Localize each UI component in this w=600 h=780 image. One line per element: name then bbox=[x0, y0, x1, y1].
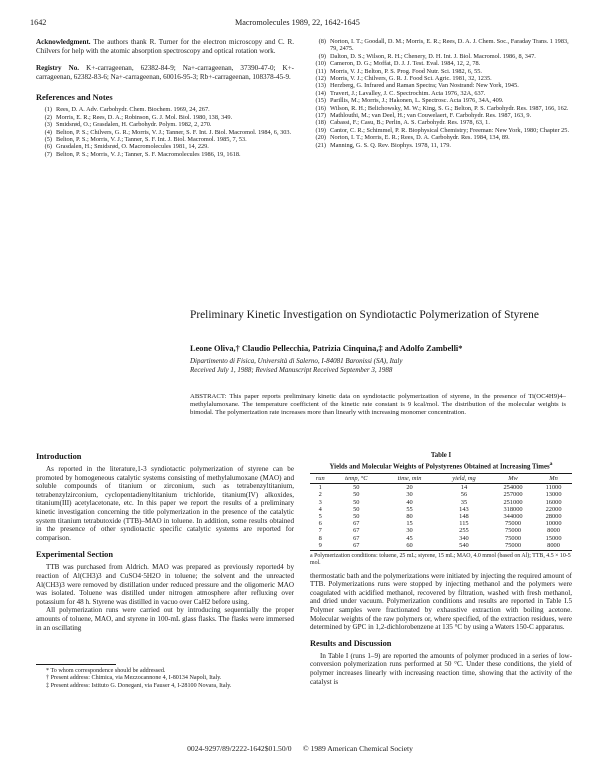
reference-item bbox=[310, 82, 572, 89]
table-cell: 148 bbox=[459, 513, 469, 521]
main-right-column bbox=[310, 452, 572, 686]
table-cell: 16000 bbox=[545, 498, 562, 506]
table-cell: 60 bbox=[382, 542, 437, 551]
table-cell: 8000 bbox=[547, 527, 560, 535]
journal-name: Macromolecules bbox=[235, 18, 290, 27]
reference-item bbox=[310, 53, 572, 60]
reference-text: Norton, I. T.; Morris, E. R.; Rees, D. A. Carbohydr. Res. 1984, 134, 89. bbox=[330, 134, 510, 142]
affiliation-block bbox=[190, 357, 570, 374]
reference-item bbox=[36, 143, 294, 150]
table-cell: 56 bbox=[460, 491, 468, 499]
table-cell: 15000 bbox=[545, 534, 562, 542]
reference-item bbox=[36, 136, 294, 143]
reference-text: Norton, I. T.; Goodall, D. M.; Morris, E. R.; Rees, D. A. J. Chem. Soc., Faraday Trans. 1 1983, 79, 2475. bbox=[330, 38, 569, 53]
table-cell: 75000 bbox=[505, 534, 522, 542]
acknowledgment-head: Acknowledgment. bbox=[36, 38, 91, 46]
reference-item bbox=[310, 75, 572, 82]
table-cell: 80 bbox=[406, 513, 413, 521]
table-cell: 50 bbox=[353, 491, 360, 499]
table-cell: 540 bbox=[437, 542, 491, 551]
table-cell: 1 bbox=[318, 484, 322, 492]
footnote-correspondence: * To whom correspondence should be addressed. bbox=[46, 668, 166, 674]
table-cell: 8 bbox=[318, 534, 322, 542]
table-row bbox=[310, 513, 572, 520]
table-cell: 67 bbox=[330, 542, 382, 551]
table-row bbox=[310, 535, 572, 542]
experimental-paragraph-1: TTB was purchased from Aldrich. MAO was prepared as previously reported4 by reaction of Al(CH3)3 and CuSO4·5H2O in toluene; the solvent and the unreacted Al(CH3)3 were removed by distillation under reduced pressure and the oligomeric MAO was isolated. Toluene was distilled under nitrogen atmosphere after refluxing over potassium for 48 h. Styrene was distilled in vacuo over CaH2 before using. bbox=[36, 563, 294, 606]
table-cell: 115 bbox=[459, 520, 469, 528]
received-dates: Received July 1, 1988; Revised Manuscript Received September 3, 1988 bbox=[190, 365, 393, 374]
reference-list-right bbox=[310, 38, 572, 149]
main-left-column bbox=[36, 452, 294, 632]
reference-text: Belton, P. S.; Chilvers, G. R.; Morris, V. J.; Tanner, S. F. Int. J. Biol. Macromol. 1984, 6, 303. bbox=[56, 128, 292, 136]
footnote-present-address-1: † Present address: Chimica, via Mezzocannone 4, I-80134 Napoli, Italy. bbox=[46, 675, 222, 682]
reference-item bbox=[310, 68, 572, 75]
table-cell: 254000 bbox=[503, 484, 523, 492]
table-cell: 50 bbox=[353, 513, 360, 521]
reference-item bbox=[36, 114, 294, 121]
table-cell: 15 bbox=[406, 520, 413, 528]
table-header-cell: run bbox=[310, 474, 330, 484]
table-cell: 75000 bbox=[491, 542, 535, 551]
table-cell: 50 bbox=[353, 505, 360, 513]
table-cell: 75000 bbox=[505, 527, 522, 535]
table-body bbox=[310, 484, 572, 551]
reference-number: (3) bbox=[44, 121, 52, 129]
table-header-cell: Mw bbox=[491, 474, 535, 484]
table-cell: 30 bbox=[406, 491, 413, 499]
experimental-paragraph-2: All polymerization runs were carried out by introducing sequentially the proper amounts of toluene, MAO, and styrene in 100-mL glass flasks. The flasks were immersed in an oscillating bbox=[36, 606, 294, 632]
reference-text: Cameron, D. G.; Moffat, D. J. J. Test. Eval. 1984, 12, 2, 78. bbox=[330, 60, 481, 68]
issn-code: 0024-9297/89/2222-1642$01.50/0 bbox=[187, 744, 292, 753]
introduction-text: As reported in the literature,1-3 syndiotactic polymerization of styrene can be promoted by homogeneous catalytic systems consisting of methylalumoxane (MAO) and soluble compounds of titanium or zirconium, such as tetrabenzyltitanium, tetrabenzylzirconium, cyclopentadienyltitanium trichloride, titanium(IV) alkoxides, titanium(III) acetylacetonate, etc. In this paper we report the results of a preliminary kinetic investigation concerning the title polymerization in the presence of the catalytic system titanium tetrabutoxide (TTB)–MAO in toluene. In addition, some results obtained in the presence of other syndiotactic specific catalytic systems are reported for comparison. bbox=[36, 465, 294, 542]
table-caption-text: Yields and Molecular Weights of Polystyrenes Obtained at Increasing Times bbox=[329, 463, 550, 471]
reference-list-left bbox=[36, 106, 294, 158]
running-header bbox=[30, 18, 570, 28]
reference-item bbox=[310, 127, 572, 134]
reference-item bbox=[310, 112, 572, 119]
reference-number: (4) bbox=[44, 128, 52, 136]
previous-article-end-right bbox=[310, 38, 572, 149]
table-caption bbox=[310, 460, 572, 471]
reference-item bbox=[36, 151, 294, 158]
table-cell: 344000 bbox=[503, 513, 523, 521]
table-row bbox=[310, 491, 572, 498]
reference-text: Mathlouthi, M.; van Deel, H.; van Couwelaert, F. Carbohydr. Res. 1987, 163, 9. bbox=[330, 112, 532, 120]
footnote-present-address-2: ‡ Present address: Istituto G. Donegani, via Fauser 4, I-28100 Novara, Italy. bbox=[46, 682, 232, 689]
table-cell: 35 bbox=[460, 498, 468, 506]
table-footnote: a Polymerization conditions: toluene, 25 mL; styrene, 15 mL; MAO, 4.0 mmol (based on Al); TTB, 4.5 × 10-5 mol. bbox=[310, 553, 571, 566]
affiliation: Dipartimento di Fisica, Università di Salerno, I-84081 Baronissi (SA), Italy bbox=[190, 357, 403, 365]
page-number: 1642 bbox=[30, 18, 47, 27]
table-cell: 55 bbox=[406, 505, 413, 513]
table-row bbox=[310, 527, 572, 534]
registry-text: K+-carrageenan, 62382-84-9; Na+-carrageenan, 37390-47-0; K+-carrageenan, 62382-83-6; Na+-carrageenan, 60016-95-3; Rb+-carrageenan, 108378-45-9. bbox=[36, 64, 294, 81]
table-label: Table I bbox=[430, 452, 452, 459]
reference-item bbox=[310, 60, 572, 67]
experimental-continued: thermostatic bath and the polymerizations were initiated by injecting the required amount of TTB. Polymerizations runs were stopped by injecting methanol and the polymers were coagulated with acidified methanol, recovered by filtration, washed with fresh methanol, and dried under vacuum. Polymerization conditions and results are reported in Table I.5 Polymer samples were fractionated by exhaustive extraction with boiling acetone. Molecular weights of the raw polymers or, where specified, of the extraction residues, were determined by GPC in 1,2-dichlorobenzene at 135 °C by using a Waters 150-C apparatus. bbox=[310, 571, 572, 632]
reference-item bbox=[310, 105, 572, 112]
table-cell: 67 bbox=[353, 527, 360, 535]
footnotes bbox=[36, 668, 294, 690]
table-row bbox=[310, 484, 572, 492]
abstract bbox=[190, 393, 566, 417]
table-cell: 255 bbox=[459, 527, 469, 535]
table-cell: 45 bbox=[406, 534, 413, 542]
reference-item bbox=[310, 134, 572, 141]
reference-item bbox=[310, 97, 572, 104]
copyright: © 1989 American Chemical Society bbox=[302, 744, 413, 753]
registry-numbers bbox=[36, 64, 294, 81]
reference-text: Morris, E. R.; Rees, D. A.; Robinson, G. J. Mol. Biol. 1980, 138, 349. bbox=[56, 113, 233, 121]
results-text: In Table I (runs 1–9) are reported the amounts of polymer produced in a series of low-conversion polymerization runs performed at 50 °C. Under these conditions, the yield of polymer increases linearly with increasing reaction time, showing that the activity of the catalyst is bbox=[310, 651, 572, 686]
reference-number: (21) bbox=[315, 141, 326, 149]
reference-text: Travert, J.; Lavalley, J. C. Spectrochim. Acta 1976, 32A, 637. bbox=[330, 89, 486, 97]
reference-text: Wilson, R. H.; Belichowsky, M. W.; King, S. G.; Belton, P. S. Carbohydr. Res. 1987, 166, 162. bbox=[330, 104, 569, 112]
reference-text: Morris, V. J.; Belton, P. S. Prog. Food Nutr. Sci. 1982, 6, 55. bbox=[330, 67, 482, 75]
table-cell: 20 bbox=[406, 484, 413, 492]
abstract-text: This paper reports preliminary kinetic data on syndiotactic polymerization of styrene, in the presence of Ti(OC4H9)4–methylalumoxane. The temperature coefficient of the kinetic rate constant is 9 kcal/mol. The distribution of the molecular weights is bimodal. The polymerization rate increases more than linearly with increasing monomer concentration. bbox=[190, 393, 566, 416]
reference-number: (8) bbox=[318, 38, 326, 45]
reference-number: (1) bbox=[44, 106, 52, 114]
reference-item bbox=[310, 142, 572, 149]
reference-text: Belton, P. S.; Morris, V. J.; Tanner, S. F. Int. J. Biol. Macromol. 1985, 7, 53. bbox=[56, 136, 247, 143]
table-header-row bbox=[310, 474, 572, 484]
table-cell: 143 bbox=[459, 505, 469, 513]
table-cell: 50 bbox=[353, 498, 360, 506]
table-row bbox=[310, 542, 572, 551]
table-cell: 6 bbox=[318, 520, 322, 528]
table-cell: 75000 bbox=[505, 520, 522, 528]
reference-number: (18) bbox=[315, 119, 326, 127]
acknowledgment-text: The authors thank R. Turner for the electron microscopy and C. R. Chilvers for help with the atomic absorption spectroscopy and optical rotation work. bbox=[36, 38, 294, 55]
table-cell: 14 bbox=[460, 484, 468, 492]
table-cell: 67 bbox=[353, 520, 360, 528]
table-row bbox=[310, 499, 572, 506]
journal-volume: 1989, 22, 1642-1645 bbox=[291, 18, 360, 27]
results-heading: Results and Discussion bbox=[310, 638, 392, 648]
table-cell: 318000 bbox=[503, 505, 523, 513]
references-heading: References and Notes bbox=[36, 93, 113, 103]
table-row bbox=[310, 506, 572, 513]
reference-text: Dalton, D. S.; Wilson, R. H.; Chenery, D. H. Int. J. Biol. Macromol. 1986, 8, 347. bbox=[330, 52, 536, 60]
reference-item bbox=[310, 90, 572, 97]
reference-item bbox=[36, 106, 294, 113]
table-cell: 251000 bbox=[503, 498, 523, 506]
previous-article-end-left bbox=[36, 38, 294, 158]
reference-number: (9) bbox=[318, 52, 326, 60]
reference-number: (11) bbox=[315, 67, 326, 75]
table-cell: 340 bbox=[459, 534, 469, 542]
table-cell: 4 bbox=[318, 505, 322, 513]
table-cell: 3 bbox=[318, 498, 322, 506]
table-cell: 22000 bbox=[545, 505, 562, 513]
reference-number: (15) bbox=[315, 97, 326, 105]
author-list: Leone Oliva,† Claudio Pellecchia, Patrizia Cinquina,‡ and Adolfo Zambelli* bbox=[190, 344, 463, 353]
experimental-heading: Experimental Section bbox=[36, 550, 113, 560]
table-row bbox=[310, 520, 572, 527]
reference-number: (20) bbox=[315, 134, 326, 142]
reference-number: (5) bbox=[44, 136, 52, 143]
table-cell: 50 bbox=[353, 484, 360, 492]
table-header-cell: yield, mg bbox=[437, 474, 491, 484]
footnote-rule bbox=[36, 664, 116, 665]
reference-text: Herzberg, G. Infrared and Raman Spectra; Van Nostrand: New York, 1945. bbox=[330, 82, 519, 90]
reference-text: Rees, D. A. Adv. Carbohydr. Chem. Biochem. 1969, 24, 267. bbox=[56, 106, 210, 114]
reference-item bbox=[36, 121, 294, 128]
reference-text: Morris, V. J.; Chilvers, G. R. J. Food Sci. Agric. 1981, 32, 1235. bbox=[330, 75, 492, 83]
reference-number: (12) bbox=[315, 75, 326, 83]
reference-text: Cantor, C. R.; Schimmel, P. R. Biophysical Chemistry; Freeman: New York, 1980; Chapter 25. bbox=[330, 126, 570, 134]
reference-text: Smidsrød, O.; Grasdalen, H. Carbohydr. Polym. 1982, 2, 270. bbox=[56, 121, 212, 129]
introduction-heading: Introduction bbox=[36, 452, 82, 461]
table-cell: 5 bbox=[318, 513, 322, 521]
reference-number: (2) bbox=[44, 113, 52, 121]
reference-number: (6) bbox=[44, 143, 52, 151]
reference-text: Belton, P. S.; Morris, V. J.; Tanner, S. F. Macromolecules 1986, 19, 1618. bbox=[56, 150, 241, 158]
table-cell: 7 bbox=[318, 527, 322, 535]
reference-number: (16) bbox=[315, 104, 326, 112]
reference-text: Parillis, M.; Morris, J.; Hakonen, L. Spectrosc. Acta 1976, 34A, 409. bbox=[330, 97, 504, 105]
table-header-cell: temp, °C bbox=[330, 474, 382, 484]
page-footer bbox=[0, 744, 600, 753]
reference-number: (13) bbox=[315, 82, 326, 90]
reference-text: Manning, G. S. Q. Rev. Biophys. 1978, 11, 179. bbox=[330, 141, 451, 149]
reference-number: (19) bbox=[315, 126, 326, 134]
table-cell: 11000 bbox=[545, 484, 562, 492]
reference-item bbox=[310, 119, 572, 126]
registry-head: Registry No. bbox=[36, 64, 80, 73]
table-cell: 2 bbox=[318, 491, 322, 499]
reference-item bbox=[310, 38, 572, 53]
table-cell: 13000 bbox=[545, 491, 562, 499]
reference-text: Grasdalen, H.; Smidsrød, O. Macromolecules 1981, 14, 229. bbox=[56, 143, 209, 151]
abstract-head: ABSTRACT: bbox=[190, 393, 227, 400]
table-cell: 8000 bbox=[535, 542, 572, 551]
table-cell: 28000 bbox=[545, 513, 562, 521]
acknowledgment bbox=[36, 38, 294, 55]
data-table bbox=[310, 473, 572, 551]
reference-item bbox=[36, 129, 294, 136]
table-header-cell: time, min bbox=[382, 474, 437, 484]
reference-text: Cabassi, F.; Casu, B.; Perlin, A. S. Carbohydr. Res. 1978, 63, 1. bbox=[330, 119, 490, 127]
article-title: Preliminary Kinetic Investigation on Syndiotactic Polymerization of Styrene bbox=[190, 309, 539, 321]
reference-number: (17) bbox=[315, 112, 326, 120]
table-cell: 257000 bbox=[503, 491, 523, 499]
table-caption-mark: a bbox=[549, 461, 553, 467]
table-cell: 30 bbox=[406, 527, 413, 535]
table-header-cell: Mn bbox=[535, 474, 572, 484]
reference-number: (7) bbox=[44, 150, 52, 158]
table-cell: 9 bbox=[310, 542, 330, 551]
reference-number: (14) bbox=[315, 89, 326, 97]
table-cell: 10000 bbox=[545, 520, 562, 528]
table-cell: 40 bbox=[406, 498, 413, 506]
reference-number: (10) bbox=[315, 60, 326, 68]
table-cell: 67 bbox=[353, 534, 360, 542]
journal-citation bbox=[235, 18, 360, 27]
